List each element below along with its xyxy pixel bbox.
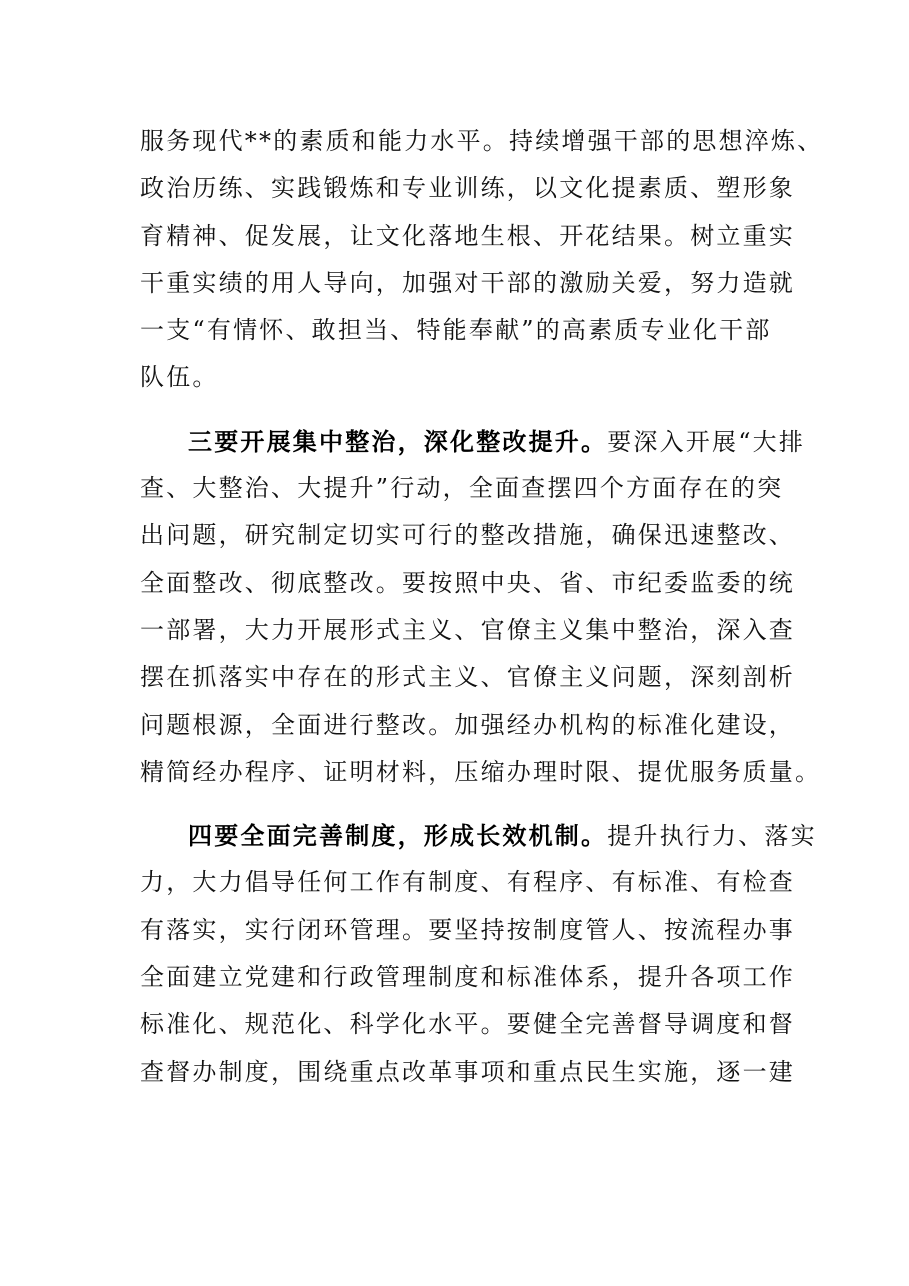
text-line: 查督办制度，围绕重点改革事项和重点民生实施，逐一建 xyxy=(140,1057,795,1086)
text-line: 服务现代**的素质和能力水平。持续增强干部的思想淬炼、 xyxy=(140,127,824,155)
text-line: 摆在抓落实中存在的形式主义、官僚主义问题，深刻剖析 xyxy=(140,663,795,692)
paragraph-cadre-team xyxy=(140,118,824,402)
text-line: 一部署，大力开展形式主义、官僚主义集中整治，深入查 xyxy=(140,615,795,644)
text-line: 精简经办程序、证明材料，压缩办理时限、提优服务质量。 xyxy=(140,757,822,786)
paragraph-concentrated-rectification xyxy=(140,418,822,796)
paragraph-first-line xyxy=(140,418,806,465)
text-line: 标准化、规范化、科学化水平。要健全完善督导调度和督 xyxy=(140,1010,795,1039)
text-line: 一支“有情怀、敢担当、特能奉献”的高素质专业化干部 xyxy=(140,316,772,345)
text-line: 队伍。 xyxy=(140,363,219,392)
text-line: 干重实绩的用人导向，加强对干部的激励关爱，努力造就 xyxy=(140,268,795,297)
text-line: 全面整改、彻底整改。要按照中央、省、市纪委监委的统 xyxy=(140,568,795,597)
text-run: 要深入开展“大排 xyxy=(607,427,806,456)
text-line: 全面建立党建和行政管理制度和标准体系，提升各项工作 xyxy=(140,963,795,992)
text-line: 有落实，实行闭环管理。要坚持按制度管人、按流程办事 xyxy=(140,915,795,944)
text-line: 查、大整治、大提升”行动，全面查摆四个方面存在的突 xyxy=(140,474,784,503)
paragraph-heading: 四要全面完善制度，形成长效机制。 xyxy=(188,821,608,851)
text-line: 育精神、促发展，让文化落地生根、开花结果。树立重实 xyxy=(140,221,795,250)
text-line: 力，大力倡导任何工作有制度、有程序、有标准、有检查 xyxy=(140,868,795,897)
paragraph-institutional-system xyxy=(140,812,817,1096)
text-line: 出问题，研究制定切实可行的整改措施，确保迅速整改、 xyxy=(140,521,795,550)
text-line: 问题根源，全面进行整改。加强经办机构的标准化建设， xyxy=(140,710,795,739)
text-run: 提升执行力、落实 xyxy=(607,822,817,851)
document-body xyxy=(140,118,824,1096)
paragraph-first-line xyxy=(140,812,817,859)
paragraph-heading: 三要开展集中整治，深化整改提升。 xyxy=(188,426,608,456)
text-line: 政治历练、实践锻炼和专业训练，以文化提素质、塑形象 xyxy=(140,174,795,203)
